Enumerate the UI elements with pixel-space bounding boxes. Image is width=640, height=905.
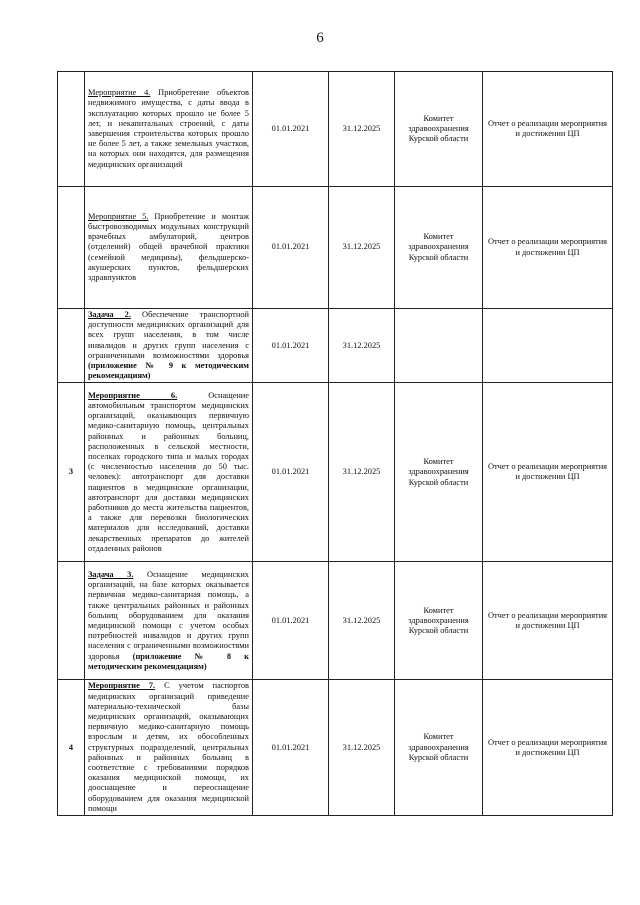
row-number <box>58 309 85 383</box>
table-row <box>58 187 613 309</box>
row-bold-suffix: (приложение № 9 к методическим рекомендациям) <box>88 361 249 381</box>
start-date: 01.01.2021 <box>253 72 329 187</box>
result: Отчет о реализации мероприятия и достижении ЦП <box>483 383 613 562</box>
row-description <box>85 562 253 680</box>
row-text: Оснащение автомобильным транспортом медицинских организаций, оказывающих первичную медико-санитарную помощь, центральных районных и районных больниц, расположенных в сельской местности, поселках городского типа и малых городах (с численностью населения до 50 тыс. человек): автотранспорт для доставки пациентов в медицинские организации, автотранспорт для доставки медицинских работников до места жительства пациентов, а также для перевозки биологических материалов для исследований, доставки лекарственных препаратов до жителей отдаленных районов <box>88 390 250 553</box>
row-number: 3 <box>58 383 85 562</box>
table-row <box>58 562 613 680</box>
row-title: Мероприятие 6. <box>88 390 178 400</box>
executor <box>395 309 483 383</box>
row-description <box>85 680 253 816</box>
row-description <box>85 72 253 187</box>
end-date: 31.12.2025 <box>329 562 395 680</box>
row-title: Мероприятие 4. <box>88 88 151 98</box>
row-number <box>58 72 85 187</box>
executor: Комитет здравоохранения Курской области <box>395 562 483 680</box>
row-title: Задача 2. <box>88 310 131 319</box>
row-description <box>85 383 253 562</box>
measures-table-body <box>58 72 613 816</box>
table-row <box>58 309 613 383</box>
result: Отчет о реализации мероприятия и достижении ЦП <box>483 680 613 816</box>
result <box>483 309 613 383</box>
start-date: 01.01.2021 <box>253 680 329 816</box>
result: Отчет о реализации мероприятия и достижении ЦП <box>483 562 613 680</box>
row-title: Мероприятие 7. <box>88 681 156 691</box>
executor: Комитет здравоохранения Курской области <box>395 680 483 816</box>
executor: Комитет здравоохранения Курской области <box>395 72 483 187</box>
row-bold-suffix: (приложение № 8 к методическим рекомендациям) <box>88 651 249 671</box>
row-description <box>85 187 253 309</box>
executor: Комитет здравоохранения Курской области <box>395 187 483 309</box>
row-text: С учетом паспортов медицинских организаций приведение материально-технической базы медицинских организаций, оказывающих первичную медико-санитарную помощь взрослым и детям, их обособленных структурных подразделений, центральных районных и районных больниц в соответствие с требованиями порядков оказания медицинской помощи, их дооснащение и переоснащение оборудованием для оказания медицинской помощи <box>88 681 250 813</box>
start-date: 01.01.2021 <box>253 187 329 309</box>
executor: Комитет здравоохранения Курской области <box>395 383 483 562</box>
measures-table <box>57 71 613 816</box>
result: Отчет о реализации мероприятия и достижении ЦП <box>483 187 613 309</box>
row-text: Оснащение медицинских организаций, на базе которых оказывается первичная медико-санитарная помощь, а также центральных районных и районных больниц оборудованием для оказания медицинской помощи с учетом особых потребностей инвалидов и других групп населения с ограниченными возможностями здоровья <box>88 569 249 661</box>
table-row <box>58 72 613 187</box>
page-number: 6 <box>316 30 324 46</box>
row-title: Задача 3. <box>88 569 134 579</box>
end-date: 31.12.2025 <box>329 309 395 383</box>
row-description <box>85 309 253 383</box>
start-date: 01.01.2021 <box>253 562 329 680</box>
end-date: 31.12.2025 <box>329 72 395 187</box>
end-date: 31.12.2025 <box>329 680 395 816</box>
table-row <box>58 383 613 562</box>
end-date: 31.12.2025 <box>329 187 395 309</box>
start-date: 01.01.2021 <box>253 383 329 562</box>
start-date: 01.01.2021 <box>253 309 329 383</box>
row-text: Приобретение объектов недвижимого имущества, с даты ввода в эксплуатацию которых прошло не более 5 лет, и некапитальных строений, с даты завершения строительства которых прошло не более 5 лет, а также земельных участков, на которых они находятся, для размещения медицинских организаций <box>88 88 249 169</box>
row-number: 4 <box>58 680 85 816</box>
row-number <box>58 562 85 680</box>
row-text: Приобретение и монтаж быстровозводимых модульных конструкций врачебных амбулаторий, центров (отделений) общей врачебной практики (семейной медицины), фельдшерско-акушерских пунктов, фельдшерских здравпунктов <box>88 211 249 282</box>
row-number <box>58 187 85 309</box>
end-date: 31.12.2025 <box>329 383 395 562</box>
row-text: Обеспечение транспортной доступности медицинских организаций для всех групп населения, в том числе инвалидов и других групп населения с ограниченными возможностями здоровья <box>88 310 249 360</box>
table-row <box>58 680 613 816</box>
result: Отчет о реализации мероприятия и достижении ЦП <box>483 72 613 187</box>
row-title: Мероприятие 5. <box>88 211 149 221</box>
